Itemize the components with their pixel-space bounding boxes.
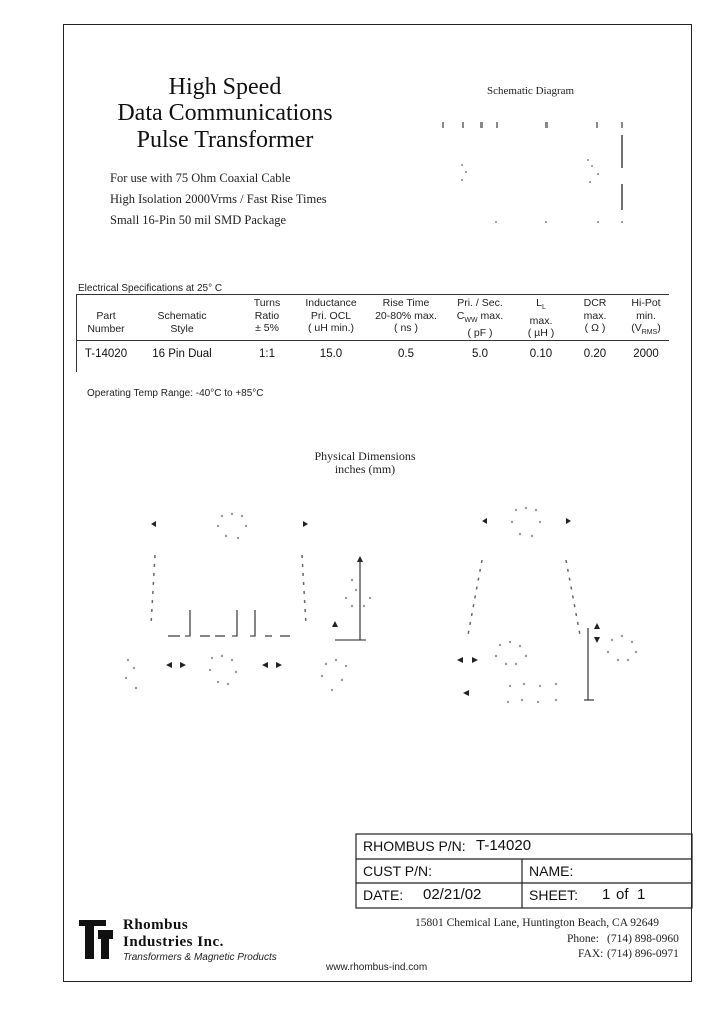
product-title-line-1: High Speed (168, 74, 282, 100)
sheet-label: SHEET: (529, 887, 579, 903)
product-title-line-3: Pulse Transformer (136, 127, 314, 153)
sheet-number: 1 (602, 886, 611, 903)
company-website[interactable]: www.rhombus-ind.com (326, 962, 428, 973)
header-style: Schematic Style (157, 310, 207, 335)
fax-label: FAX: (578, 948, 604, 960)
feature-coax: For use with 75 Ohm Coaxial Cable (110, 171, 291, 185)
name-label: NAME: (529, 863, 574, 879)
phone-label: Phone: (567, 933, 599, 945)
date-value: 02/21/02 (423, 886, 482, 903)
cell-part-number: T-14020 (84, 348, 128, 360)
cell-rise-time: 0.5 (398, 348, 414, 360)
company-address: 15801 Chemical Lane, Huntington Beach, CA 92649 (415, 917, 660, 929)
header-part: Part Number (87, 310, 125, 335)
cell-capacitance: 5.0 (472, 348, 488, 360)
cell-turns-ratio: 1:1 (259, 348, 275, 360)
header-dcr: DCR max. ( Ω ) (583, 297, 607, 334)
sheet-total: 1 (637, 886, 646, 903)
physical-subtitle: inches (mm) (334, 462, 396, 476)
cell-hipot: 2000 (633, 348, 659, 360)
rhombus-pn-label: RHOMBUS P/N: (363, 838, 466, 854)
schematic-title: Schematic Diagram (487, 85, 575, 97)
physical-title: Physical Dimensions (314, 449, 416, 463)
header-turns: Turns Ratio ± 5% (253, 297, 281, 334)
cell-schematic-style: 16 Pin Dual (152, 348, 212, 360)
company-name-line-2: Industries Inc. (123, 934, 224, 950)
cell-dcr: 0.20 (583, 348, 607, 360)
rhombus-pn-value: T-14020 (476, 837, 532, 854)
header-inductance: Inductance Pri. OCL ( uH min.) (305, 297, 357, 334)
cell-inductance: 15.0 (319, 348, 343, 360)
date-label: DATE: (363, 887, 404, 903)
feature-package: Small 16-Pin 50 mil SMD Package (110, 213, 287, 227)
sheet-of: of (616, 886, 629, 903)
header-leakage: $L_L$ max. ( µH ) (527, 297, 555, 340)
company-tagline: Transformers & Magnetic Products (123, 952, 277, 963)
cell-leakage: 0.10 (529, 348, 553, 360)
phone-number: (714) 898-0960 (607, 933, 679, 945)
cust-pn-label: CUST P/N: (363, 863, 432, 879)
fax-number: (714) 896-0971 (607, 948, 679, 960)
operating-temp-range: Operating Temp Range: -40°C to +85°C (87, 388, 264, 399)
header-hipot: Hi-Pot min. $(V_{RMS})$ (631, 297, 661, 337)
header-rise-time: Rise Time 20-80% max. ( ns ) (375, 297, 437, 334)
feature-isolation: High Isolation 2000Vrms / Fast Rise Times (110, 192, 327, 206)
company-name-line-1: Rhombus (123, 917, 189, 933)
header-capacitance: Pri. / Sec. $C_{WW}$ max. ( pF ) (456, 297, 504, 340)
product-title-line-2: Data Communications (117, 100, 333, 126)
specs-caption: Electrical Specifications at 25° C (78, 283, 223, 294)
